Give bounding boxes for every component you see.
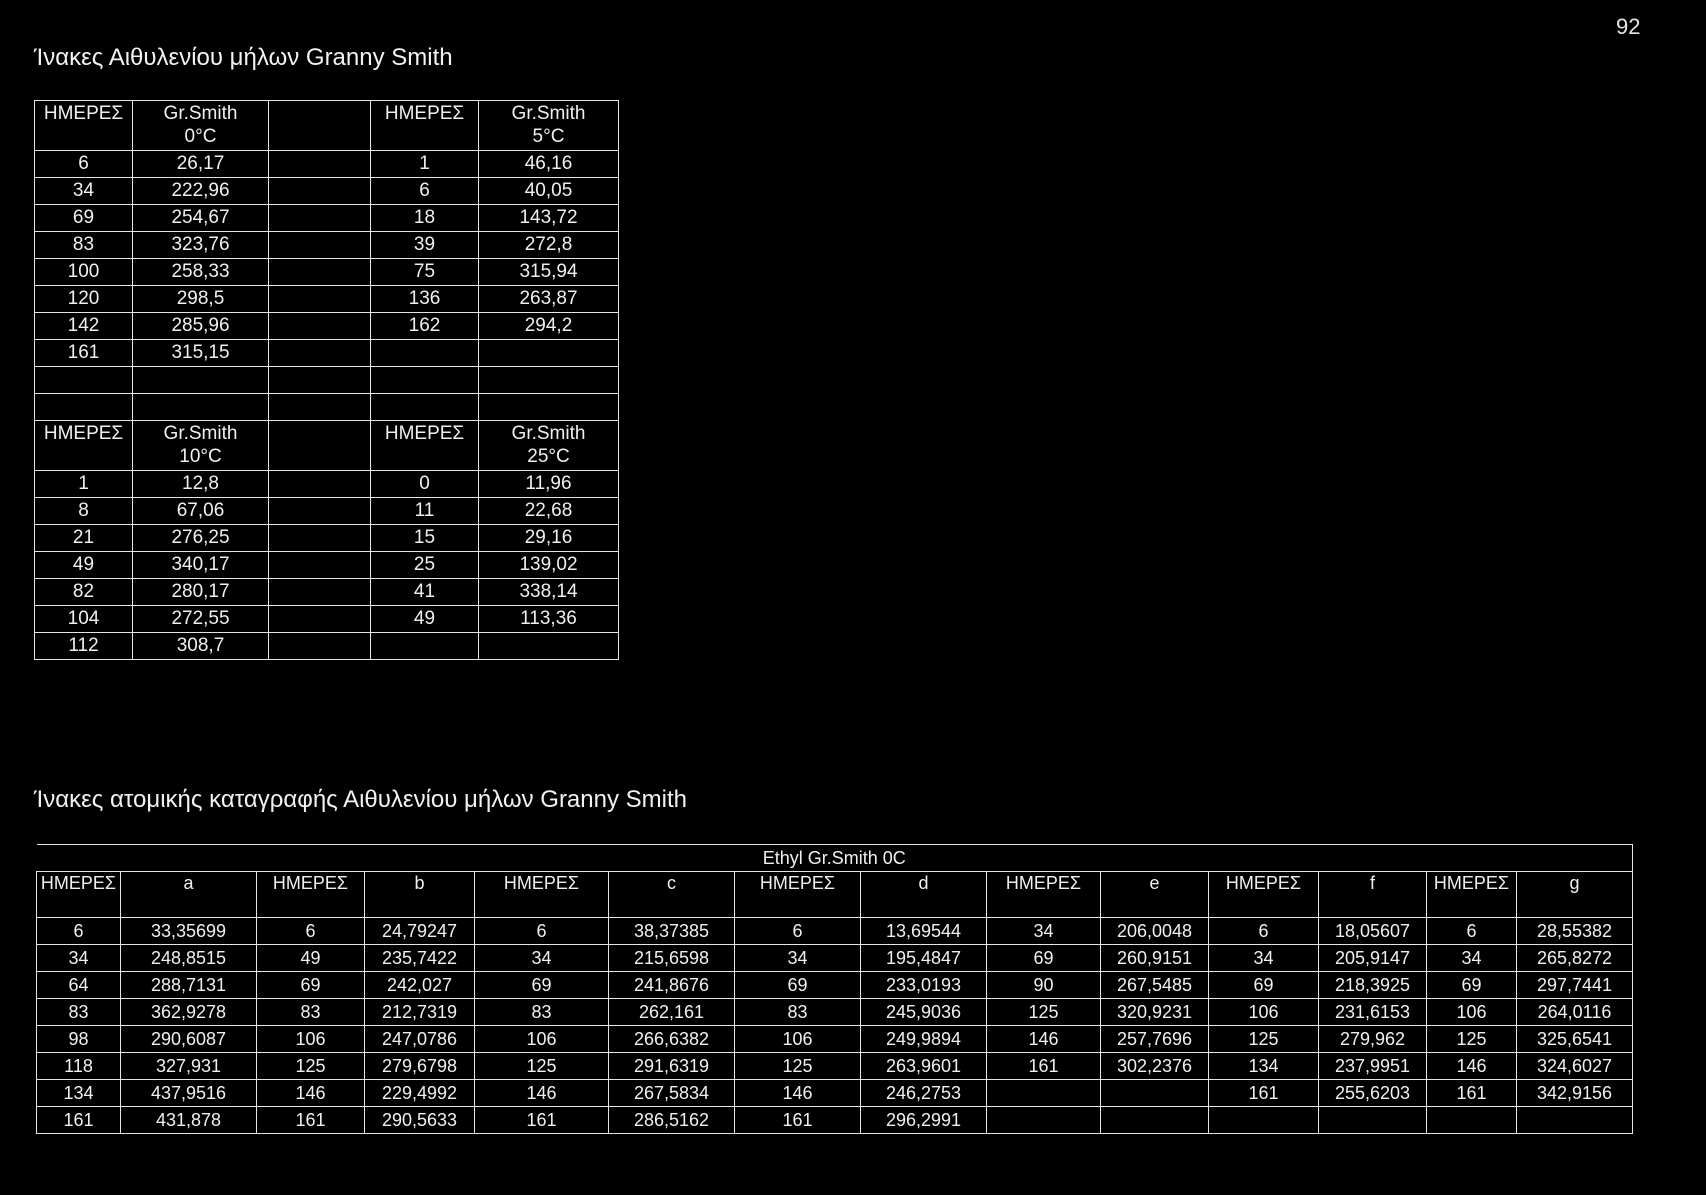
table-row bbox=[37, 1107, 1633, 1134]
table-cell: 246,2753 bbox=[861, 1080, 987, 1107]
table-cell: 288,7131 bbox=[121, 972, 257, 999]
table-cell: 212,7319 bbox=[365, 999, 475, 1026]
table-cell: 69 bbox=[1427, 972, 1517, 999]
table-cell: 146 bbox=[987, 1026, 1101, 1053]
upper-section-title: Ίνακες Αιθυλενίου μήλων Granny Smith bbox=[34, 44, 453, 71]
table-cell: 82 bbox=[35, 579, 133, 606]
table-cell: 260,9151 bbox=[1101, 945, 1209, 972]
header-label: f bbox=[1369, 873, 1375, 893]
header-label: a bbox=[183, 873, 194, 893]
header-cell bbox=[371, 421, 479, 471]
table-cell: 265,8272 bbox=[1517, 945, 1633, 972]
table-cell: 267,5485 bbox=[1101, 972, 1209, 999]
header-row bbox=[35, 101, 619, 151]
table-cell: 1 bbox=[35, 471, 133, 498]
table-cell: 161 bbox=[37, 1107, 121, 1134]
table-cell: 69 bbox=[35, 205, 133, 232]
table-cell: 280,17 bbox=[133, 579, 269, 606]
table-cell bbox=[479, 367, 619, 394]
header-cell bbox=[37, 872, 121, 918]
table-cell: 125 bbox=[987, 999, 1101, 1026]
table-cell: 40,05 bbox=[479, 178, 619, 205]
upper-ethylene-table bbox=[34, 100, 619, 660]
table-cell: 263,87 bbox=[479, 286, 619, 313]
table-cell: 267,5834 bbox=[609, 1080, 735, 1107]
table-caption: Ethyl Gr.Smith 0C bbox=[37, 845, 1633, 872]
lower-section-title: Ίνακες ατομικής καταγραφής Αιθυλενίου μήλων Granny Smith bbox=[34, 786, 687, 813]
table-cell bbox=[1427, 1107, 1517, 1134]
header-cell bbox=[133, 421, 269, 471]
table-cell: 286,5162 bbox=[609, 1107, 735, 1134]
table-cell: 324,6027 bbox=[1517, 1053, 1633, 1080]
table-cell: 34 bbox=[35, 178, 133, 205]
table-cell: 104 bbox=[35, 606, 133, 633]
header-label: ΗΜΕΡΕΣ bbox=[40, 873, 117, 893]
table-cell: 237,9951 bbox=[1319, 1053, 1427, 1080]
header-cell bbox=[371, 101, 479, 151]
table-cell: 320,9231 bbox=[1101, 999, 1209, 1026]
table-cell bbox=[133, 367, 269, 394]
header-label: b bbox=[414, 873, 425, 893]
header-cell bbox=[1101, 872, 1209, 918]
table-cell: 0 bbox=[371, 471, 479, 498]
table-cell: 106 bbox=[735, 1026, 861, 1053]
table-cell: 231,6153 bbox=[1319, 999, 1427, 1026]
header-temperature: 0°C bbox=[184, 126, 217, 147]
table-cell: 255,6203 bbox=[1319, 1080, 1427, 1107]
table-cell: 161 bbox=[1209, 1080, 1319, 1107]
table-cell: 296,2991 bbox=[861, 1107, 987, 1134]
table-cell: 106 bbox=[1427, 999, 1517, 1026]
table-cell: 69 bbox=[475, 972, 609, 999]
lower-ethylene-table bbox=[36, 844, 1633, 1134]
table-cell: 106 bbox=[1209, 999, 1319, 1026]
table-cell: 249,9894 bbox=[861, 1026, 987, 1053]
header-row bbox=[37, 872, 1633, 918]
table-cell: 98 bbox=[37, 1026, 121, 1053]
table-cell: 28,55382 bbox=[1517, 918, 1633, 945]
table-cell: 41 bbox=[371, 579, 479, 606]
table-cell: 6 bbox=[1427, 918, 1517, 945]
table-cell bbox=[269, 340, 371, 367]
table-cell bbox=[269, 471, 371, 498]
table-cell: 218,3925 bbox=[1319, 972, 1427, 999]
table-cell bbox=[371, 633, 479, 660]
table-cell: 143,72 bbox=[479, 205, 619, 232]
table-cell: 34 bbox=[987, 918, 1101, 945]
table-cell: 22,68 bbox=[479, 498, 619, 525]
table-cell: 39 bbox=[371, 232, 479, 259]
header-label: ΗΜΕΡΕΣ bbox=[1225, 873, 1302, 893]
table-cell: 161 bbox=[735, 1107, 861, 1134]
table-row bbox=[37, 945, 1633, 972]
header-label: ΗΜΕΡΕΣ bbox=[43, 423, 124, 444]
table-cell: 146 bbox=[475, 1080, 609, 1107]
table-cell: 279,6798 bbox=[365, 1053, 475, 1080]
table-cell: 315,94 bbox=[479, 259, 619, 286]
header-label: Gr.Smith bbox=[163, 423, 238, 444]
table-cell: 146 bbox=[735, 1080, 861, 1107]
table-cell: 272,55 bbox=[133, 606, 269, 633]
table-cell: 325,6541 bbox=[1517, 1026, 1633, 1053]
header-temperature: 10°C bbox=[179, 446, 222, 467]
table-cell: 69 bbox=[735, 972, 861, 999]
header-cell bbox=[479, 421, 619, 471]
header-cell bbox=[1517, 872, 1633, 918]
table-cell: 162 bbox=[371, 313, 479, 340]
table-cell: 142 bbox=[35, 313, 133, 340]
table-cell: 120 bbox=[35, 286, 133, 313]
table-cell: 235,7422 bbox=[365, 945, 475, 972]
header-cell bbox=[121, 872, 257, 918]
table-cell: 49 bbox=[257, 945, 365, 972]
table-cell bbox=[269, 498, 371, 525]
table-cell: 49 bbox=[371, 606, 479, 633]
table-cell bbox=[35, 367, 133, 394]
table-cell: 106 bbox=[257, 1026, 365, 1053]
header-label: ΗΜΕΡΕΣ bbox=[759, 873, 836, 893]
header-cell bbox=[35, 421, 133, 471]
table-row bbox=[37, 972, 1633, 999]
table-cell bbox=[269, 259, 371, 286]
table-row bbox=[37, 1080, 1633, 1107]
table-row bbox=[35, 151, 619, 178]
table-cell: 272,8 bbox=[479, 232, 619, 259]
header-label: ΗΜΕΡΕΣ bbox=[1433, 873, 1510, 893]
header-cell bbox=[861, 872, 987, 918]
table-cell: 258,33 bbox=[133, 259, 269, 286]
table-row bbox=[37, 918, 1633, 945]
table-cell: 437,9516 bbox=[121, 1080, 257, 1107]
table-cell: 83 bbox=[475, 999, 609, 1026]
table-cell bbox=[1101, 1107, 1209, 1134]
table-cell: 264,0116 bbox=[1517, 999, 1633, 1026]
table-cell bbox=[371, 367, 479, 394]
header-cell bbox=[35, 101, 133, 151]
table-cell: 11 bbox=[371, 498, 479, 525]
table-cell: 290,6087 bbox=[121, 1026, 257, 1053]
table-cell: 6 bbox=[1209, 918, 1319, 945]
table-cell bbox=[371, 394, 479, 421]
header-label: g bbox=[1569, 873, 1580, 893]
table-cell: 431,878 bbox=[121, 1107, 257, 1134]
header-cell bbox=[475, 872, 609, 918]
table-cell: 248,8515 bbox=[121, 945, 257, 972]
table-cell: 125 bbox=[1427, 1026, 1517, 1053]
table-cell bbox=[35, 394, 133, 421]
table-cell: 25 bbox=[371, 552, 479, 579]
table-cell: 291,6319 bbox=[609, 1053, 735, 1080]
table-cell bbox=[1101, 1080, 1209, 1107]
table-cell: 206,0048 bbox=[1101, 918, 1209, 945]
table-cell: 262,161 bbox=[609, 999, 735, 1026]
table-cell bbox=[1209, 1107, 1319, 1134]
table-cell: 18,05607 bbox=[1319, 918, 1427, 945]
table-row bbox=[35, 340, 619, 367]
table-cell: 125 bbox=[475, 1053, 609, 1080]
table-cell: 46,16 bbox=[479, 151, 619, 178]
header-label: ΗΜΕΡΕΣ bbox=[384, 423, 465, 444]
table-cell: 338,14 bbox=[479, 579, 619, 606]
table-cell: 233,0193 bbox=[861, 972, 987, 999]
table-cell: 139,02 bbox=[479, 552, 619, 579]
header-temperature: 25°C bbox=[527, 446, 570, 467]
table-cell bbox=[269, 579, 371, 606]
header-cell bbox=[269, 101, 371, 151]
table-cell: 29,16 bbox=[479, 525, 619, 552]
table-cell bbox=[1319, 1107, 1427, 1134]
header-cell bbox=[609, 872, 735, 918]
header-label: ΗΜΕΡΕΣ bbox=[1005, 873, 1082, 893]
table-cell: 34 bbox=[735, 945, 861, 972]
table-cell bbox=[269, 367, 371, 394]
table-cell bbox=[269, 525, 371, 552]
table-cell: 257,7696 bbox=[1101, 1026, 1209, 1053]
header-label: e bbox=[1149, 873, 1160, 893]
table-row bbox=[35, 394, 619, 421]
table-cell bbox=[269, 606, 371, 633]
table-cell: 26,17 bbox=[133, 151, 269, 178]
table-cell: 6 bbox=[37, 918, 121, 945]
header-label: d bbox=[918, 873, 929, 893]
table-row bbox=[35, 367, 619, 394]
table-cell: 247,0786 bbox=[365, 1026, 475, 1053]
table-cell: 215,6598 bbox=[609, 945, 735, 972]
table-row bbox=[35, 286, 619, 313]
table-cell bbox=[269, 313, 371, 340]
table-cell: 161 bbox=[257, 1107, 365, 1134]
table-cell: 205,9147 bbox=[1319, 945, 1427, 972]
table-cell: 12,8 bbox=[133, 471, 269, 498]
table-cell bbox=[987, 1080, 1101, 1107]
table-cell: 34 bbox=[1209, 945, 1319, 972]
header-label: ΗΜΕΡΕΣ bbox=[272, 873, 349, 893]
header-label: ΗΜΕΡΕΣ bbox=[43, 103, 124, 124]
table-cell: 276,25 bbox=[133, 525, 269, 552]
table-cell: 125 bbox=[257, 1053, 365, 1080]
table-cell: 125 bbox=[1209, 1026, 1319, 1053]
table-cell: 49 bbox=[35, 552, 133, 579]
table-cell: 15 bbox=[371, 525, 479, 552]
table-cell: 229,4992 bbox=[365, 1080, 475, 1107]
table-cell: 161 bbox=[475, 1107, 609, 1134]
table-cell: 75 bbox=[371, 259, 479, 286]
table-cell: 279,962 bbox=[1319, 1026, 1427, 1053]
header-cell bbox=[365, 872, 475, 918]
table-cell: 69 bbox=[1209, 972, 1319, 999]
table-cell: 118 bbox=[37, 1053, 121, 1080]
table-cell: 83 bbox=[35, 232, 133, 259]
table-cell: 222,96 bbox=[133, 178, 269, 205]
table-cell bbox=[269, 286, 371, 313]
header-label: Gr.Smith bbox=[163, 103, 238, 124]
table-cell: 38,37385 bbox=[609, 918, 735, 945]
table-cell: 34 bbox=[37, 945, 121, 972]
table-cell: 146 bbox=[1427, 1053, 1517, 1080]
caption-row bbox=[37, 845, 1633, 872]
table-cell: 6 bbox=[475, 918, 609, 945]
table-cell: 323,76 bbox=[133, 232, 269, 259]
header-label: Gr.Smith bbox=[511, 103, 586, 124]
header-label: c bbox=[667, 873, 676, 893]
page-number: 92 bbox=[1616, 14, 1641, 39]
table-cell: 6 bbox=[35, 151, 133, 178]
table-cell: 106 bbox=[475, 1026, 609, 1053]
table-cell: 315,15 bbox=[133, 340, 269, 367]
header-cell bbox=[479, 101, 619, 151]
table-cell bbox=[479, 394, 619, 421]
table-cell: 362,9278 bbox=[121, 999, 257, 1026]
table-cell: 340,17 bbox=[133, 552, 269, 579]
table-cell: 134 bbox=[37, 1080, 121, 1107]
table-row bbox=[37, 1026, 1633, 1053]
table-cell bbox=[1517, 1107, 1633, 1134]
table-cell: 266,6382 bbox=[609, 1026, 735, 1053]
table-cell bbox=[269, 552, 371, 579]
table-cell: 18 bbox=[371, 205, 479, 232]
header-label: ΗΜΕΡΕΣ bbox=[384, 103, 465, 124]
table-row bbox=[35, 232, 619, 259]
table-row bbox=[35, 471, 619, 498]
table-cell: 342,9156 bbox=[1517, 1080, 1633, 1107]
table-cell: 254,67 bbox=[133, 205, 269, 232]
table-cell: 297,7441 bbox=[1517, 972, 1633, 999]
header-cell bbox=[1427, 872, 1517, 918]
header-cell bbox=[1319, 872, 1427, 918]
table-cell bbox=[269, 178, 371, 205]
table-cell: 242,027 bbox=[365, 972, 475, 999]
table-cell: 298,5 bbox=[133, 286, 269, 313]
table-row bbox=[35, 205, 619, 232]
table-cell: 33,35699 bbox=[121, 918, 257, 945]
table-cell: 69 bbox=[257, 972, 365, 999]
table-cell: 294,2 bbox=[479, 313, 619, 340]
table-cell: 263,9601 bbox=[861, 1053, 987, 1080]
table-cell: 21 bbox=[35, 525, 133, 552]
header-label: Gr.Smith bbox=[511, 423, 586, 444]
table-cell bbox=[987, 1107, 1101, 1134]
table-row bbox=[35, 525, 619, 552]
table-row bbox=[37, 1053, 1633, 1080]
table-cell bbox=[269, 394, 371, 421]
table-row bbox=[35, 498, 619, 525]
table-cell: 134 bbox=[1209, 1053, 1319, 1080]
table-cell: 161 bbox=[1427, 1080, 1517, 1107]
header-cell bbox=[269, 421, 371, 471]
table-cell: 290,5633 bbox=[365, 1107, 475, 1134]
table-cell: 308,7 bbox=[133, 633, 269, 660]
table-cell bbox=[479, 633, 619, 660]
table-cell: 112 bbox=[35, 633, 133, 660]
table-cell bbox=[371, 340, 479, 367]
header-cell bbox=[1209, 872, 1319, 918]
header-cell bbox=[735, 872, 861, 918]
table-cell: 34 bbox=[1427, 945, 1517, 972]
table-cell bbox=[133, 394, 269, 421]
table-row bbox=[35, 313, 619, 340]
table-cell: 113,36 bbox=[479, 606, 619, 633]
table-cell: 83 bbox=[257, 999, 365, 1026]
table-cell: 67,06 bbox=[133, 498, 269, 525]
table-cell: 146 bbox=[257, 1080, 365, 1107]
table-cell: 24,79247 bbox=[365, 918, 475, 945]
table-cell bbox=[269, 633, 371, 660]
table-cell: 195,4847 bbox=[861, 945, 987, 972]
table-cell: 83 bbox=[37, 999, 121, 1026]
table-cell: 302,2376 bbox=[1101, 1053, 1209, 1080]
table-cell: 6 bbox=[371, 178, 479, 205]
header-cell bbox=[257, 872, 365, 918]
table-cell: 161 bbox=[987, 1053, 1101, 1080]
table-cell: 285,96 bbox=[133, 313, 269, 340]
table-cell: 64 bbox=[37, 972, 121, 999]
table-row bbox=[35, 178, 619, 205]
table-cell bbox=[479, 340, 619, 367]
header-label: ΗΜΕΡΕΣ bbox=[503, 873, 580, 893]
table-row bbox=[35, 633, 619, 660]
table-cell: 6 bbox=[257, 918, 365, 945]
table-cell: 8 bbox=[35, 498, 133, 525]
table-cell: 136 bbox=[371, 286, 479, 313]
table-cell bbox=[269, 151, 371, 178]
table-cell: 13,69544 bbox=[861, 918, 987, 945]
table-row bbox=[37, 999, 1633, 1026]
table-cell: 245,9036 bbox=[861, 999, 987, 1026]
table-cell: 100 bbox=[35, 259, 133, 286]
table-cell: 327,931 bbox=[121, 1053, 257, 1080]
table-cell: 1 bbox=[371, 151, 479, 178]
table-cell: 69 bbox=[987, 945, 1101, 972]
table-cell: 83 bbox=[735, 999, 861, 1026]
table-cell bbox=[269, 205, 371, 232]
table-cell: 34 bbox=[475, 945, 609, 972]
table-cell bbox=[269, 232, 371, 259]
table-cell: 241,8676 bbox=[609, 972, 735, 999]
table-row bbox=[35, 552, 619, 579]
table-cell: 161 bbox=[35, 340, 133, 367]
table-row bbox=[35, 259, 619, 286]
table-cell: 6 bbox=[735, 918, 861, 945]
table-cell: 125 bbox=[735, 1053, 861, 1080]
table-cell: 11,96 bbox=[479, 471, 619, 498]
table-cell: 90 bbox=[987, 972, 1101, 999]
header-temperature: 5°C bbox=[532, 126, 565, 147]
table-row bbox=[35, 606, 619, 633]
header-cell bbox=[133, 101, 269, 151]
table-row bbox=[35, 579, 619, 606]
header-cell bbox=[987, 872, 1101, 918]
header-row bbox=[35, 421, 619, 471]
